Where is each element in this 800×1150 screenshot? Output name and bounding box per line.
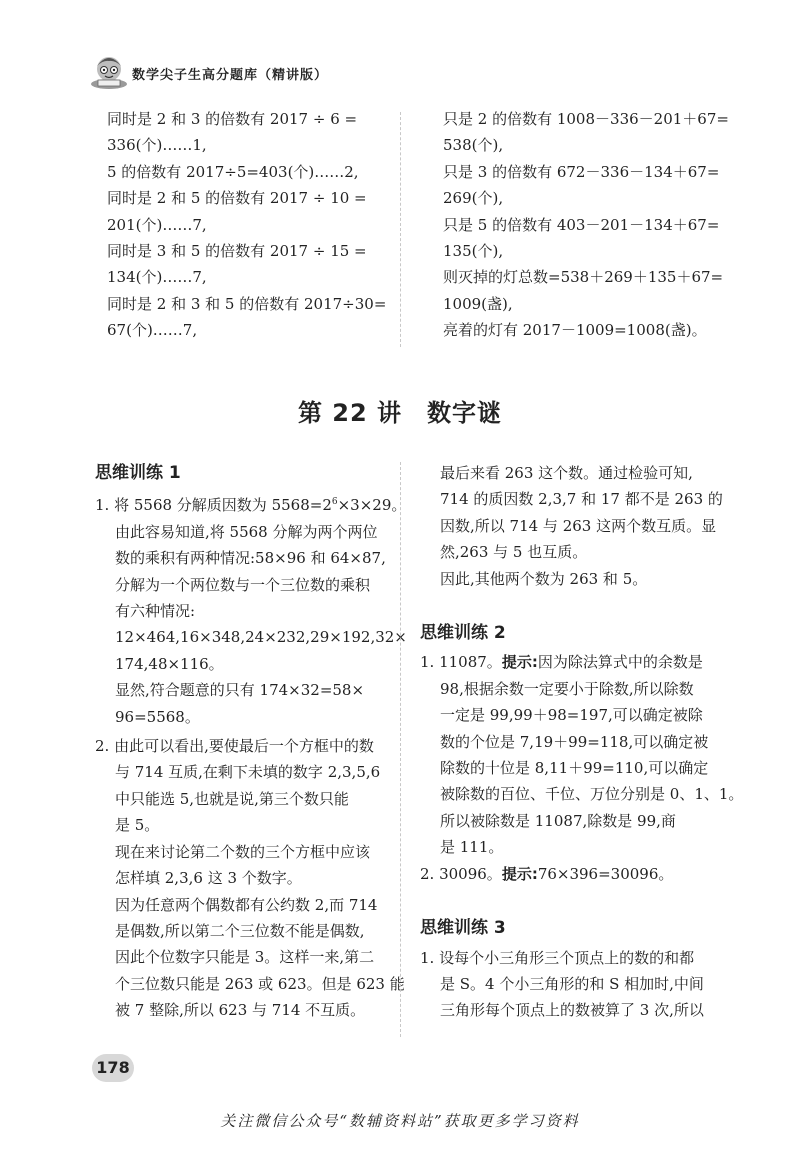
item-first-line-rest: 因为除法算式中的余数是 bbox=[537, 653, 703, 672]
hint-label: 提示: bbox=[501, 653, 538, 672]
page-header bbox=[88, 52, 728, 92]
text-line: 同时是 2 和 3 和 5 的倍数有 2017÷30= bbox=[107, 294, 387, 313]
text-line: 714 的质因数 2,3,7 和 17 都不是 263 的 bbox=[440, 490, 723, 509]
text-line: 被除数的百位、千位、万位分别是 0、1、1。 bbox=[440, 785, 744, 804]
text-line: 然,263 与 5 也互质。 bbox=[440, 543, 588, 562]
text-line: 一定是 99,99＋98=197,可以确定被除 bbox=[440, 706, 703, 725]
text-line: 538(个), bbox=[443, 136, 504, 155]
text-line: 是 111。 bbox=[440, 838, 504, 857]
solution-2-item-2 bbox=[420, 861, 720, 887]
exponent: 6 bbox=[331, 497, 338, 508]
text-line: 是 5。 bbox=[115, 816, 160, 835]
lower-column-divider bbox=[400, 462, 401, 1037]
text-line: 个三位数只能是 263 或 623。但是 623 能 bbox=[115, 974, 405, 993]
text-line: 174,48×116。 bbox=[115, 654, 224, 673]
text-line: 因为任意两个偶数都有公约数 2,而 714 bbox=[115, 895, 378, 914]
text-line: 分解为一个两位数与一个三位数的乘积 bbox=[115, 575, 371, 594]
text-line: 96=5568。 bbox=[115, 707, 200, 726]
solution-3-item-1-body bbox=[420, 971, 720, 1024]
text-line: 怎样填 2,3,6 这 3 个数字。 bbox=[115, 869, 302, 888]
solution-item-2-body bbox=[95, 759, 405, 1023]
footer-note: 关注微信公众号“数辅资料站”获取更多学习资料 bbox=[220, 1112, 580, 1130]
lecture-title: 第 22 讲 数字谜 bbox=[297, 399, 503, 427]
continued-solution bbox=[420, 460, 723, 592]
book-title: 数学尖子生高分题库（精讲版） bbox=[132, 68, 329, 83]
section-heading-1: 思维训练 1 bbox=[95, 463, 181, 483]
text-line: 被 7 整除,所以 623 与 714 不互质。 bbox=[115, 1001, 366, 1020]
hint-text: 76×396=30096。 bbox=[537, 864, 674, 883]
mascot-logo-icon bbox=[88, 52, 130, 90]
top-left-column bbox=[107, 106, 392, 344]
text-line: 135(个), bbox=[443, 242, 504, 261]
text-line: 数的个位是 7,19＋99=118,可以确定被 bbox=[440, 732, 709, 751]
text-line: 最后来看 263 这个数。通过检验可知, bbox=[440, 464, 693, 482]
hint-label: 提示: bbox=[501, 864, 538, 883]
answer: 30096。 bbox=[439, 864, 502, 883]
text-line: 只是 3 的倍数有 672－336－134＋67= bbox=[443, 162, 720, 181]
item-number: 1. bbox=[95, 496, 110, 515]
text-line: 显然,符合题意的只有 174×32=58× bbox=[115, 681, 365, 700]
text-line: 201(个)……7, bbox=[107, 215, 207, 234]
text-line: 67(个)……7, bbox=[107, 321, 198, 340]
lower-right-column bbox=[420, 460, 744, 1024]
text-line: 三角形每个顶点上的数被算了 3 次,所以 bbox=[440, 1001, 704, 1020]
top-column-divider bbox=[400, 112, 401, 347]
answer: 11087。 bbox=[439, 653, 502, 672]
lower-left-column bbox=[95, 460, 407, 1024]
item-first-line: 由此可以看出,要使最后一个方框中的数 bbox=[114, 737, 374, 756]
item-number: 1. bbox=[420, 653, 435, 672]
section-heading-2: 思维训练 2 bbox=[420, 623, 506, 644]
text-line: 5 的倍数有 2017÷5=403(个)……2, bbox=[107, 162, 359, 181]
item-number: 2. bbox=[420, 864, 435, 883]
text-line: 336(个)……1, bbox=[107, 136, 207, 155]
text-line: 中只能选 5,也就是说,第三个数只能 bbox=[115, 789, 349, 808]
solution-item-2 bbox=[95, 733, 395, 759]
text-line: 现在来讨论第二个数的三个方框中应该 bbox=[115, 842, 371, 861]
text-line: 同时是 3 和 5 的倍数有 2017 ÷ 15 = bbox=[107, 242, 367, 261]
text-line: 由此容易知道,将 5568 分解为两个两位 bbox=[115, 522, 378, 541]
solution-item-1 bbox=[95, 489, 407, 518]
top-right-column bbox=[443, 106, 729, 344]
item-number: 2. bbox=[95, 737, 110, 756]
solution-2-item-1 bbox=[420, 649, 720, 675]
solution-item-1-body bbox=[95, 519, 407, 730]
text-line: 所以被除数是 11087,除数是 99,商 bbox=[440, 811, 676, 830]
page-number: 178 bbox=[92, 1054, 134, 1082]
text-line: 12×464,16×348,24×232,29×192,32× bbox=[115, 628, 407, 647]
item-first-line: 将 5568 分解质因数为 5568=2 bbox=[114, 496, 332, 515]
text-line: 98,根据余数一定要小于除数,所以除数 bbox=[440, 679, 694, 698]
text-line: 只是 5 的倍数有 403－201－134＋67= bbox=[443, 215, 720, 234]
text-line: 有六种情况: bbox=[115, 602, 196, 621]
item-first-line-rest: ×3×29。 bbox=[337, 496, 407, 515]
section-heading-3: 思维训练 3 bbox=[420, 918, 506, 939]
solution-2-item-1-body bbox=[420, 676, 744, 861]
text-line: 同时是 2 和 3 的倍数有 2017 ÷ 6 = bbox=[107, 110, 358, 128]
text-line: 是偶数,所以第二个三位数不能是偶数, bbox=[115, 921, 365, 940]
text-line: 因此,其他两个数为 263 和 5。 bbox=[440, 569, 648, 588]
text-line: 1009(盏), bbox=[443, 294, 513, 313]
text-line: 因此个位数字只能是 3。这样一来,第二 bbox=[115, 948, 375, 967]
item-first-line: 设每个小三角形三个顶点上的数的和都 bbox=[439, 948, 695, 967]
solution-3-item-1 bbox=[420, 945, 720, 971]
text-line: 亮着的灯有 2017－1009=1008(盏)。 bbox=[443, 321, 707, 340]
text-line: 269(个), bbox=[443, 189, 504, 208]
text-line: 同时是 2 和 5 的倍数有 2017 ÷ 10 = bbox=[107, 189, 367, 208]
text-line: 是 S。4 个小三角形的和 S 相加时,中间 bbox=[440, 974, 704, 993]
text-line: 只是 2 的倍数有 1008－336－201＋67= bbox=[443, 110, 729, 128]
item-number: 1. bbox=[420, 948, 435, 967]
text-line: 与 714 互质,在剩下未填的数字 2,3,5,6 bbox=[115, 763, 381, 782]
text-line: 因数,所以 714 与 263 这两个数互质。显 bbox=[440, 516, 717, 535]
text-line: 数的乘积有两种情况:58×96 和 64×87, bbox=[115, 549, 386, 568]
text-line: 则灭掉的灯总数=538＋269＋135＋67= bbox=[443, 268, 724, 287]
text-line: 134(个)……7, bbox=[107, 268, 207, 287]
text-line: 除数的十位是 8,11＋99=110,可以确定 bbox=[440, 759, 709, 778]
